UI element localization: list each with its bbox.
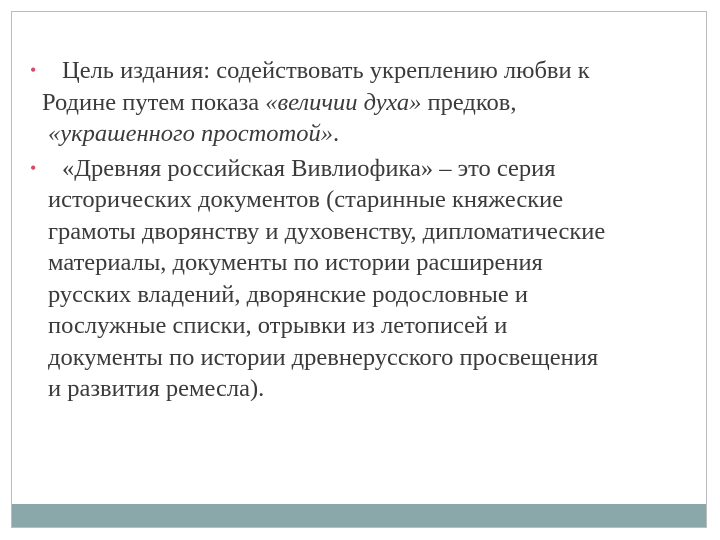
bullet-paragraph-2 (28, 153, 698, 405)
paragraph-line (48, 118, 698, 150)
italic-text-run: «украшенного простотой» (48, 120, 333, 147)
text-run: документы по истории древнерусского просвещения (48, 343, 599, 371)
text-run: материалы, документы по истории расширения (48, 249, 543, 276)
paragraph-line (42, 87, 698, 119)
slide-content (28, 55, 698, 405)
text-run: предков, (421, 88, 517, 116)
bullet-icon: • (30, 60, 37, 80)
text-run: . (332, 120, 340, 147)
paragraph-line (48, 342, 698, 374)
paragraph-line (48, 184, 698, 216)
paragraph-line (48, 279, 698, 311)
bullet-icon: • (30, 157, 37, 178)
paragraph-line (48, 247, 698, 279)
text-run: исторических документов (старинные княжеские (48, 186, 564, 213)
text-run: и развития ремесла). (48, 375, 265, 402)
text-run: «Древняя российская Вивлиофика» – это серия (62, 154, 556, 182)
paragraph-line (48, 310, 698, 342)
paragraph-line (62, 55, 698, 87)
text-run: русских владений, дворянские родословные и (48, 280, 528, 308)
paragraph-line (48, 373, 698, 405)
paragraph-line (48, 216, 698, 248)
text-run: Цель издания: содействовать укреплению любви к (62, 57, 590, 84)
text-run: Родине путем показа (42, 88, 266, 116)
bullet-paragraph-1 (28, 55, 698, 150)
paragraph-line (62, 153, 698, 185)
footer-bar (12, 504, 706, 527)
text-run: грамоты дворянству и духовенству, дипломатические (48, 217, 606, 245)
italic-text-run: «величии духа» (265, 88, 422, 116)
text-run: послужные списки, отрывки из летописей и (48, 312, 508, 339)
